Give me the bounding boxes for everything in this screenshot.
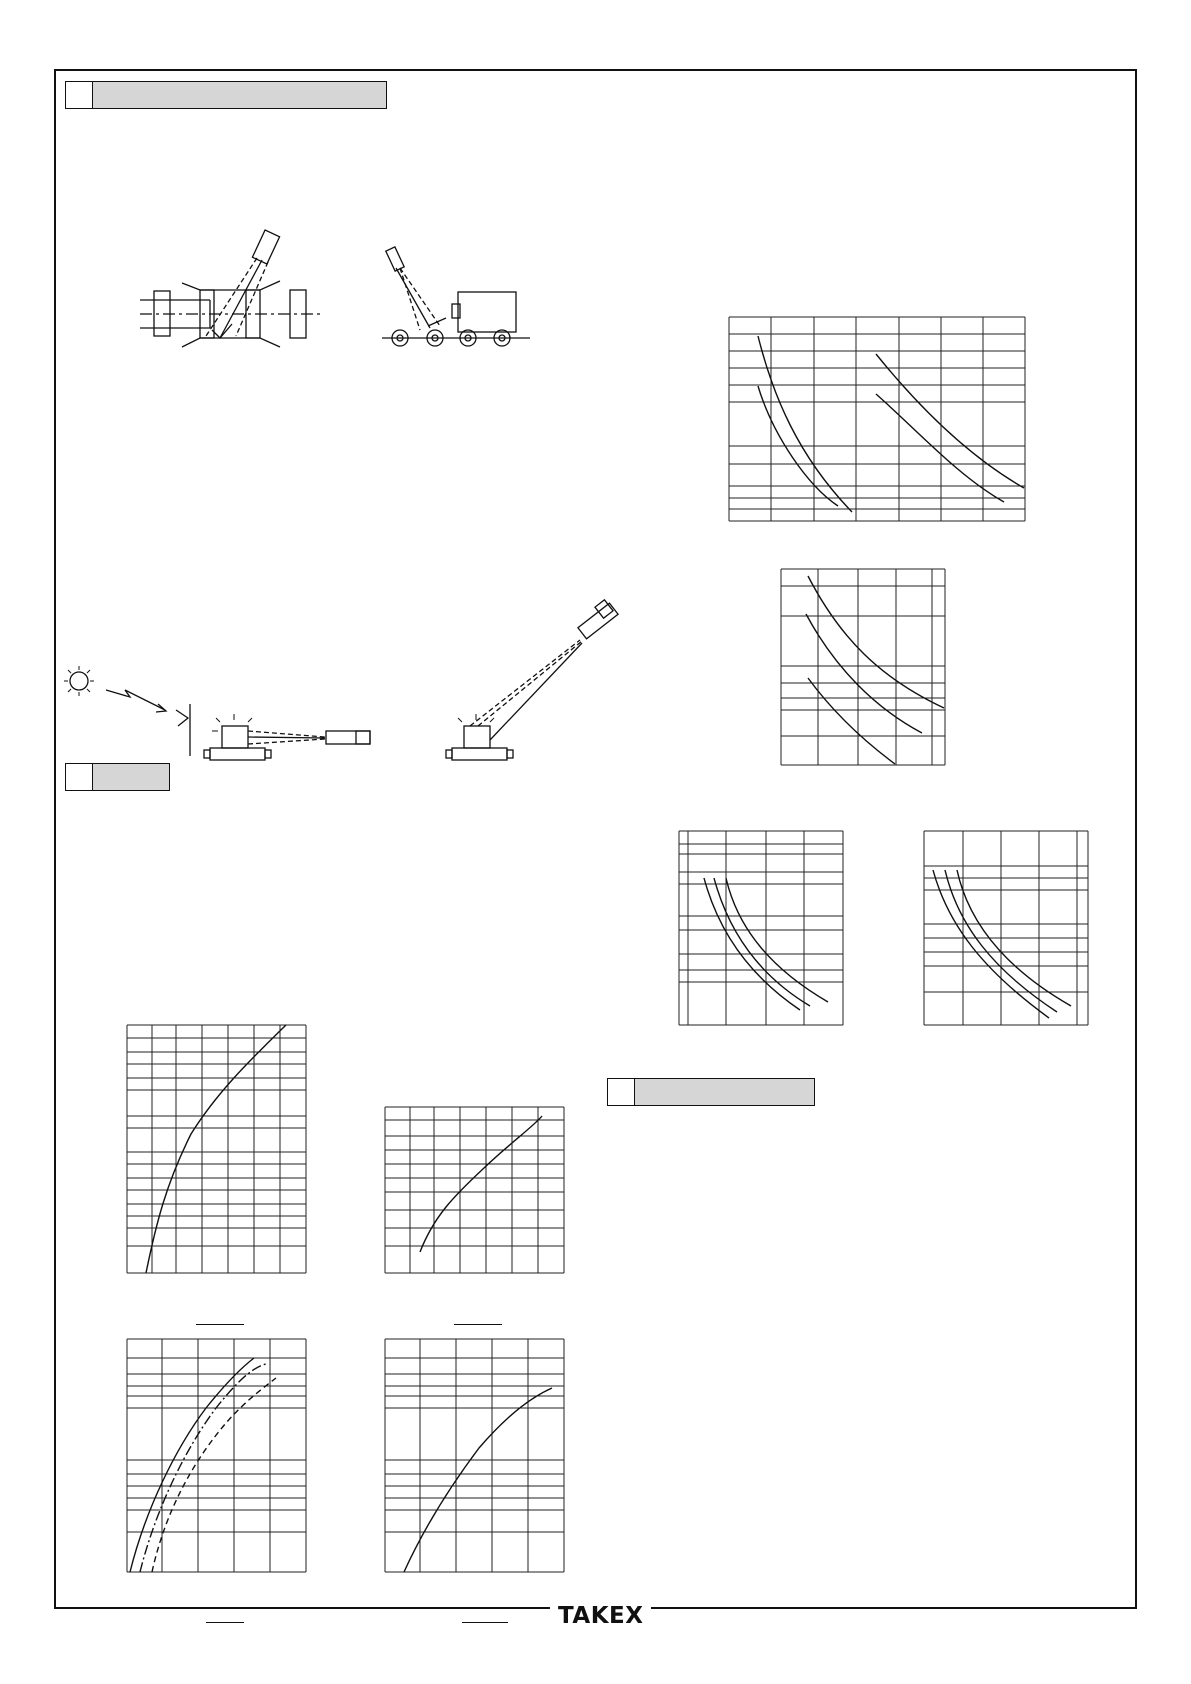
graph-sensing-distance-mid xyxy=(780,568,946,766)
graph-characteristic-a xyxy=(126,1024,307,1274)
graph-caption-underline xyxy=(206,1622,244,1623)
graph-caption-underline xyxy=(454,1324,502,1325)
illustration-cart-wheels xyxy=(382,247,530,346)
brand-logo: TAKEX xyxy=(550,1603,651,1629)
illustration-sunlight-interference xyxy=(64,666,370,760)
graph-small-right xyxy=(923,830,1089,1026)
graph-characteristic-c xyxy=(126,1338,307,1573)
graph-small-left xyxy=(678,830,844,1026)
graph-characteristic-b xyxy=(384,1106,565,1274)
graph-caption-underline xyxy=(462,1622,508,1623)
illustration-press-rollers xyxy=(140,230,320,347)
graph-caption-underline xyxy=(196,1324,244,1325)
graph-characteristic-d xyxy=(384,1338,565,1573)
graph-sensing-distance-top xyxy=(728,316,1026,522)
illustration-angled-detection xyxy=(446,600,618,760)
